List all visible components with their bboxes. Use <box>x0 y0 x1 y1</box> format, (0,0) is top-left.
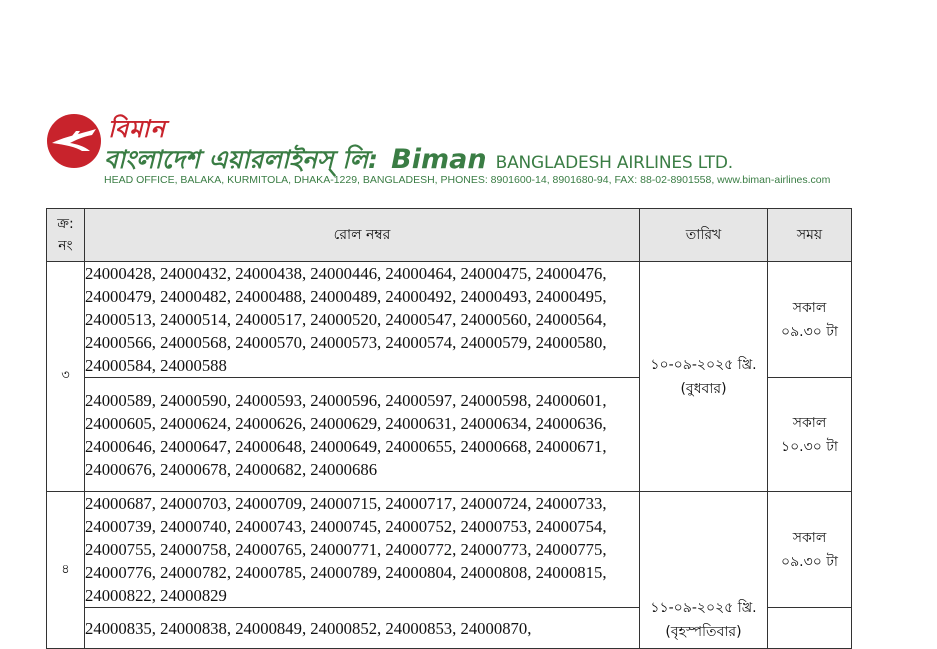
serial-number: ৪ <box>47 492 85 649</box>
time-value: ১০.৩০ টা <box>781 438 838 455</box>
exam-time <box>768 492 852 608</box>
header-serial <box>47 209 85 262</box>
table-row <box>47 262 852 378</box>
exam-date <box>640 262 768 492</box>
head-office-address: HEAD OFFICE, BALAKA, KURMITOLA, DHAKA-1229, BANGLADESH, PHONES: 8901600-14, 8901680-94, FAX: 88-02-8901558, www.biman-airlines.com <box>104 174 831 186</box>
time-value: ০৯.৩০ টা <box>781 553 838 570</box>
time-label: সকাল <box>792 414 827 431</box>
exam-date-value: ১১-০৯-২০২৫ খ্রি. <box>650 600 757 616</box>
time-label: সকাল <box>792 299 827 316</box>
exam-day: (বৃহস্পতিবার) <box>665 624 742 640</box>
header-date: তারিখ <box>640 209 768 262</box>
exam-time <box>768 608 852 649</box>
exam-time <box>768 378 852 492</box>
roll-numbers: 24000428, 24000432, 24000438, 24000446, 24000464, 24000475, 24000476, 24000479, 24000482, 24000488, 24000489, 24000492, 24000493, 24000495, 24000513, 24000514, 24000517, 24000520, 24000547, 24000560, 24000564, 24000566, 24000568, 24000570, 24000573, 24000574, 24000579, 24000580, 24000584, 24000588 <box>85 262 640 378</box>
exam-date-value: ১০-০৯-২০২৫ খ্রি. <box>650 356 757 373</box>
exam-time <box>768 262 852 378</box>
table-header-row <box>47 209 852 262</box>
brand-name-bengali: বাংলাদেশ এয়ারলাইনস্ লি: <box>104 145 379 174</box>
biman-logo-icon <box>46 113 102 169</box>
exam-schedule-table <box>46 208 852 649</box>
letterhead <box>46 110 886 190</box>
brand-name-english-sub: BANGLADESH AIRLINES LTD. <box>495 153 733 173</box>
time-value: ০৯.৩০ টা <box>781 323 838 340</box>
exam-day: (বুধবার) <box>680 380 727 397</box>
serial-number: ৩ <box>47 262 85 492</box>
brand-name-bengali-top: বিমান <box>108 115 166 143</box>
header-time: সময় <box>768 209 852 262</box>
table-row <box>47 492 852 608</box>
exam-date <box>640 492 768 649</box>
header-serial-line1: ক্র: <box>57 216 74 232</box>
roll-numbers: 24000687, 24000703, 24000709, 24000715, 24000717, 24000724, 24000733, 24000739, 24000740, 24000743, 24000745, 24000752, 24000753, 24000754, 24000755, 24000758, 24000765, 24000771, 24000772, 24000773, 24000775, 24000776, 24000782, 24000785, 24000789, 24000804, 24000808, 24000815, 24000822, 24000829 <box>85 492 640 608</box>
roll-numbers: 24000589, 24000590, 24000593, 24000596, 24000597, 24000598, 24000601, 24000605, 24000624, 24000626, 24000629, 24000631, 24000634, 24000636, 24000646, 24000647, 24000648, 24000649, 24000655, 24000668, 24000671, 24000676, 24000678, 24000682, 24000686 <box>85 378 640 492</box>
time-label: সকাল <box>792 529 827 546</box>
roll-numbers: 24000835, 24000838, 24000849, 24000852, 24000853, 24000870, <box>85 608 640 649</box>
header-roll-number: রোল নম্বর <box>85 209 640 262</box>
header-serial-line2: নং <box>58 238 73 254</box>
brand-name-english: Biman <box>391 144 487 175</box>
